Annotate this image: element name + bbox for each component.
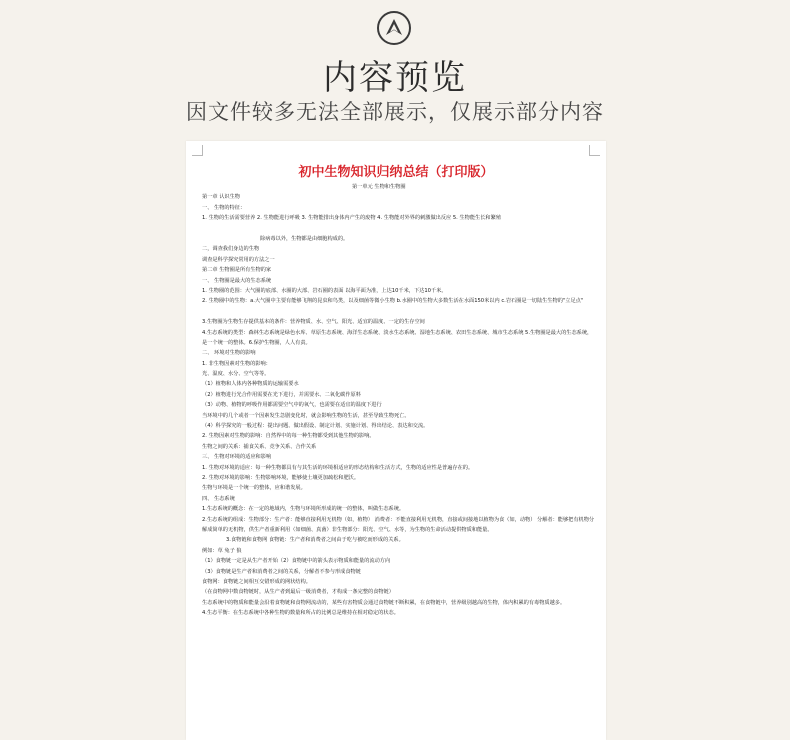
crop-mark-top-left (192, 145, 203, 156)
document-line: 1. 生物对环境的适应：每一种生物都具有与其生活的环境相适应的形态结构和生活方式，生物的适应性是普遍存在的。 (202, 464, 474, 471)
document-line: 第二章 生物圈是所有生物的家 (202, 267, 272, 274)
document-line: 2. 生物对环境的影响：生物影响环境，能够使土壤更加疏松和肥沃。 (202, 474, 360, 481)
document-line: （1）植物和人体内各种物质的运输需要水 (202, 381, 299, 388)
page-subtitle: 因文件较多无法全部展示，仅展示部分内容 (186, 100, 604, 124)
document-line: 生态系统中的物质和能量会沿着食物链和食物网流动的，某些有害物质会通过食物链不断积累，在食物链中，营养级别越高的生物，体内积累的有毒物质越多。 (202, 599, 566, 606)
document-line: 2.生态系统的组成：生物部分：生产者：能够直接利用无机物（如，植物） 消费者：不能直接利用无机物，直接或间接地以植物为食（如，动物） 分解者：能够把有机物分解成简单的无机物，供生产者重新利用（如细菌、真菌）非生物部分：阳光、空气、水等，为生物的生命活动提供物质和能量。 (202, 516, 595, 533)
document-body (202, 182, 596, 618)
document-line: （3）动物、植物的呼吸作用都需要空气中的氧气，也需要在适宜的温度下进行 (202, 402, 382, 409)
document-line: 1. 生物的生活需要营养 2. 生物能进行呼吸 3. 生物能排出身体内产生的废物 4. 生物能对外界的刺激做出反应 5. 生物能生长和繁殖 (202, 215, 501, 222)
document-line: 1. 非生物因素对生物的影响： (202, 360, 271, 367)
document-line: 3.生物圈为生物生存提供基本的条件：营养物质、水、空气、阳光、适宜的温度、一定的生存空间 (202, 319, 425, 326)
document-line: （2）植物进行光合作用需要在光下进行，并需要水、二氧化碳作原料 (202, 391, 361, 398)
document-line: 4.生态系统的类型：森林生态系统是绿色水库、草原生态系统、海洋生态系统、淡水生态系统、湿地生态系统、农田生态系统、城市生态系统 5.生物圈是最大的生态系统，是一个统一的整体。6.保护生物圈，人人有责。 (202, 329, 593, 346)
document-line: 调查是科学探究常用的方法之一 (202, 256, 275, 263)
document-preview (186, 141, 606, 740)
document-line: 1.生态系统的概念：在一定的地域内，生物与环境所形成的统一的整体，叫做生态系统。 (202, 506, 405, 513)
document-line: 光、温度、水分、空气等等。 (202, 371, 270, 378)
document-line: （1）食物链一定是从生产者开始（2）食物链中的箭头表示物质和能量的流动方向 (202, 558, 391, 565)
document-line: 二、 环境对生物的影响 (202, 350, 256, 357)
document-line: 二，调查我们身边的生物 (202, 246, 260, 253)
document-line: 生物与环境是一个统一的整体，应和谐发展。 (202, 485, 306, 492)
document-line: 四、 生态系统 (202, 495, 235, 502)
document-line: 第一单元 生物和生物圈 (352, 184, 406, 190)
page-title: 内容预览 (323, 58, 467, 98)
document-line: 一、 生物的特征： (202, 204, 246, 211)
document-line: 一、 生物圈是最大的生态系统 (202, 277, 272, 284)
document-line: 2. 生物圈中的生物：a.大气圈中主要有能够飞翔的昆虫和鸟类，以及细菌等微小生物 b.水圈中的生物大多数生活在水面150米以内 c.岩石圈是一切陆生生物的"立足点" (202, 298, 584, 305)
document-title: 初中生物知识归纳总结（打印版） (298, 165, 494, 180)
document-line: 除病毒以外，生物都是由细胞构成的。 (260, 235, 349, 242)
document-line: 2. 生物因素对生物的影响：自然界中的每一种生物都受到其他生物的影响。 (202, 433, 375, 440)
document-line: （4）科学探究的一般过程：提出问题、做出假设、制定计划、实施计划、得出结论、表达和交流。 (202, 423, 429, 430)
document-line: （3）食物链是生产者和消费者之间的关系，分解者不参与形成食物链 (202, 568, 361, 575)
document-line: 第一章 认识生物 (202, 194, 240, 201)
document-line: （在食物网中数食物链时，从生产者到最后一级消费者，才构成一条完整的食物链） (202, 589, 394, 596)
document-line: 3.食物链和食物网 食物链：生产者和消费者之间由于吃与被吃而形成的关系。 (226, 537, 404, 544)
document-line: 食物网：食物链之间相互交错形成的网状结构。 (202, 578, 311, 585)
document-line: 三、 生物对环境的适应和影响 (202, 454, 272, 461)
document-line: 当环境中的几个或者一个因素发生急剧变化时，就会影响生物的生活，甚至导致生物死亡。 (202, 412, 410, 419)
document-line: 生物之间的关系：捕食关系、竞争关系、合作关系 (202, 443, 317, 450)
document-line: 1. 生物圈的范围：大气圈的底部、水圈的大部、岩石圈的表面 以海平面为准，上达10千米，下达10千米。 (202, 287, 447, 294)
crop-mark-top-right (589, 145, 600, 156)
brand-logo-icon (377, 11, 411, 45)
document-line: 4.生态平衡：在生态系统中各种生物的数量和所占的比例总是维持在相对稳定的状态。 (202, 610, 399, 617)
document-line: 例如：草 兔子 狼 (202, 547, 242, 554)
